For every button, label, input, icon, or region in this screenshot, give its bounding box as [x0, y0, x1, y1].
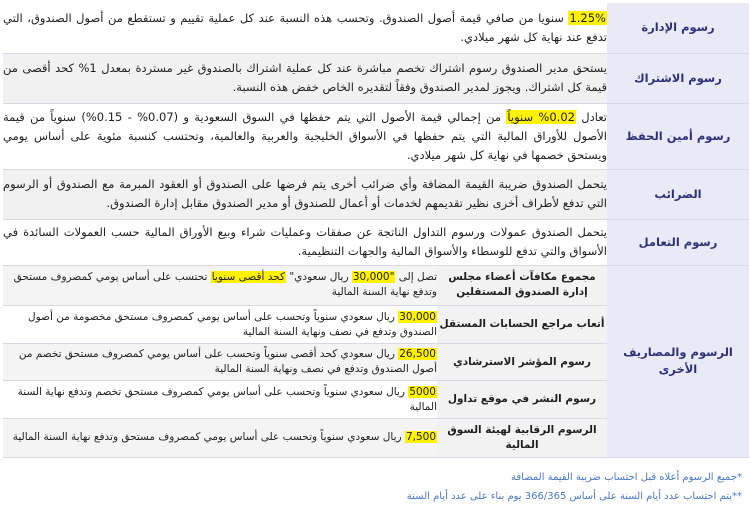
other-fee-description: 7,500 ريال سعودي سنوياً وتحسب على أساس يومي كمصروف مستحق وتدفع نهاية السنة المالية — [3, 419, 437, 457]
footnote-days: **يتم احتساب عدد أيام السنة على أساس 366/365 يوم بناء على عدد أيام السنة — [406, 491, 742, 502]
highlight: "30,000 — [352, 271, 395, 284]
highlight: 7,500 — [405, 431, 436, 444]
highlight: 1.25% — [569, 10, 606, 25]
other-fee-row — [3, 381, 607, 419]
other-fee-row — [3, 344, 607, 381]
other-fee-description: تصل إلى "30,000 ريال سعودي" كحد أقصى سنويا تحتسب على أساس يومي كمصروف مستحق وتدفع نهاية السنة المالية — [3, 266, 437, 306]
fee-row-custodian — [3, 103, 749, 169]
fee-label: رسوم أمين الحفظ — [607, 103, 749, 169]
other-fee-label: مجموع مكافآت أعضاء مجلس إدارة الصندوق المستقلين — [437, 266, 607, 306]
fee-description: يتحمل الصندوق عمولات ورسوم التداول الناتجة عن صفقات وعمليات شراء وبيع الأوراق المالية حسب العمولات السائدة في الأسواق والتي تدفع للوسطاء والأسواق المالية والجهات التنظيمية. — [3, 219, 607, 265]
other-fee-label: رسوم المؤشر الاسترشادي — [437, 344, 607, 381]
highlight: 5000 — [409, 385, 436, 398]
fee-row-subscription — [3, 53, 749, 103]
highlight: 26,500 — [399, 348, 436, 360]
other-fees-cell — [3, 265, 607, 457]
other-fees-table — [3, 266, 607, 457]
highlight: كحد أقصى سنويا — [211, 271, 286, 284]
fee-label: الضرائب — [607, 169, 749, 219]
footnotes — [407, 468, 742, 506]
highlight: 0.02% سنوياً — [507, 109, 575, 124]
fee-row-other — [3, 265, 749, 457]
other-fee-label: الرسوم الرقابية لهيئة السوق المالية — [437, 419, 607, 457]
other-fee-label: رسوم النشر في موقع تداول — [437, 381, 607, 419]
fee-label: رسوم التعامل — [607, 219, 749, 265]
fee-label: الرسوم والمصاريف الأخرى — [607, 265, 749, 457]
fee-description: يتحمل الصندوق ضريبة القيمة المضافة وأي ضرائب أخرى يتم فرضها على الصندوق أو العقود المبرمة مع الصندوق أو الرسوم التي تدفع لأطراف أخرى نظير تقديمهم لخدمات أو أعمال للصندوق أو مدير الصندوق مقابل إدارة الصندوق. — [3, 169, 607, 219]
fee-label: رسوم الإدارة — [607, 3, 749, 53]
other-fee-row — [3, 306, 607, 344]
fee-description: يستحق مدير الصندوق رسوم اشتراك تخصم مباشرة عند كل عملية اشتراك بالصندوق غير مستردة بمعدل 1% كحد أقصى من قيمة كل اشتراك. ويجوز لمدير الصندوق وفقاً لتقديره الخاص خفض هذه النسبة. — [3, 53, 607, 103]
fee-row-management — [3, 3, 749, 53]
other-fee-row — [3, 419, 607, 457]
fee-label: رسوم الاشتراك — [607, 53, 749, 103]
other-fee-description: 26,500 ريال سعودي كحد أقصى سنوياً وتحسب على أساس يومي كمصروف مستحق تخصم من أصول الصندوق وتدفع في نصف ونهاية السنة المالية — [3, 344, 437, 381]
fee-description: تعادل 0.02% سنوياً من إجمالي قيمة الأصول التي يتم حفظها في السوق السعودية و (0.07% - 0.15%) سنوياً من قيمة الأصول للأوراق المالية التي يتم حفظها في الأسواق الخليجية والعربية والعالمية، وتحتسب كنسبة مئوية على أساس يومي ويستحق خصمها في نهاية كل شهر ميلادي. — [3, 103, 607, 169]
fee-row-taxes — [3, 169, 749, 219]
other-fee-description: 30,000 ريال سعودي سنوياً وتحسب على أساس يومي كمصروف مستحق مخصومة من أصول الصندوق وتدفع في نصف ونهاية السنة المالية — [3, 306, 437, 344]
other-fee-description: 5000 ريال سعودي سنوياً وتحسب على أساس يومي كمصروف مستحق تخصم وتدفع نهاية السنة المالية — [3, 381, 437, 419]
other-fee-row — [3, 266, 607, 306]
fees-table — [3, 3, 749, 458]
footnote-vat: *جميع الرسوم أعلاه قبل احتساب ضريبة القيمة المضافة — [511, 472, 742, 483]
highlight: 30,000 — [399, 310, 436, 323]
fee-row-dealing — [3, 219, 749, 265]
other-fee-label: أتعاب مراجع الحسابات المستقل — [437, 306, 607, 344]
fee-description: 1.25% سنويا من صافي قيمة أصول الصندوق. وتحسب هذه النسبة عند كل عملية تقييم و تستقطع من أصول الصندوق، التي تدفع عند نهاية كل شهر ميلادي. — [3, 3, 607, 53]
